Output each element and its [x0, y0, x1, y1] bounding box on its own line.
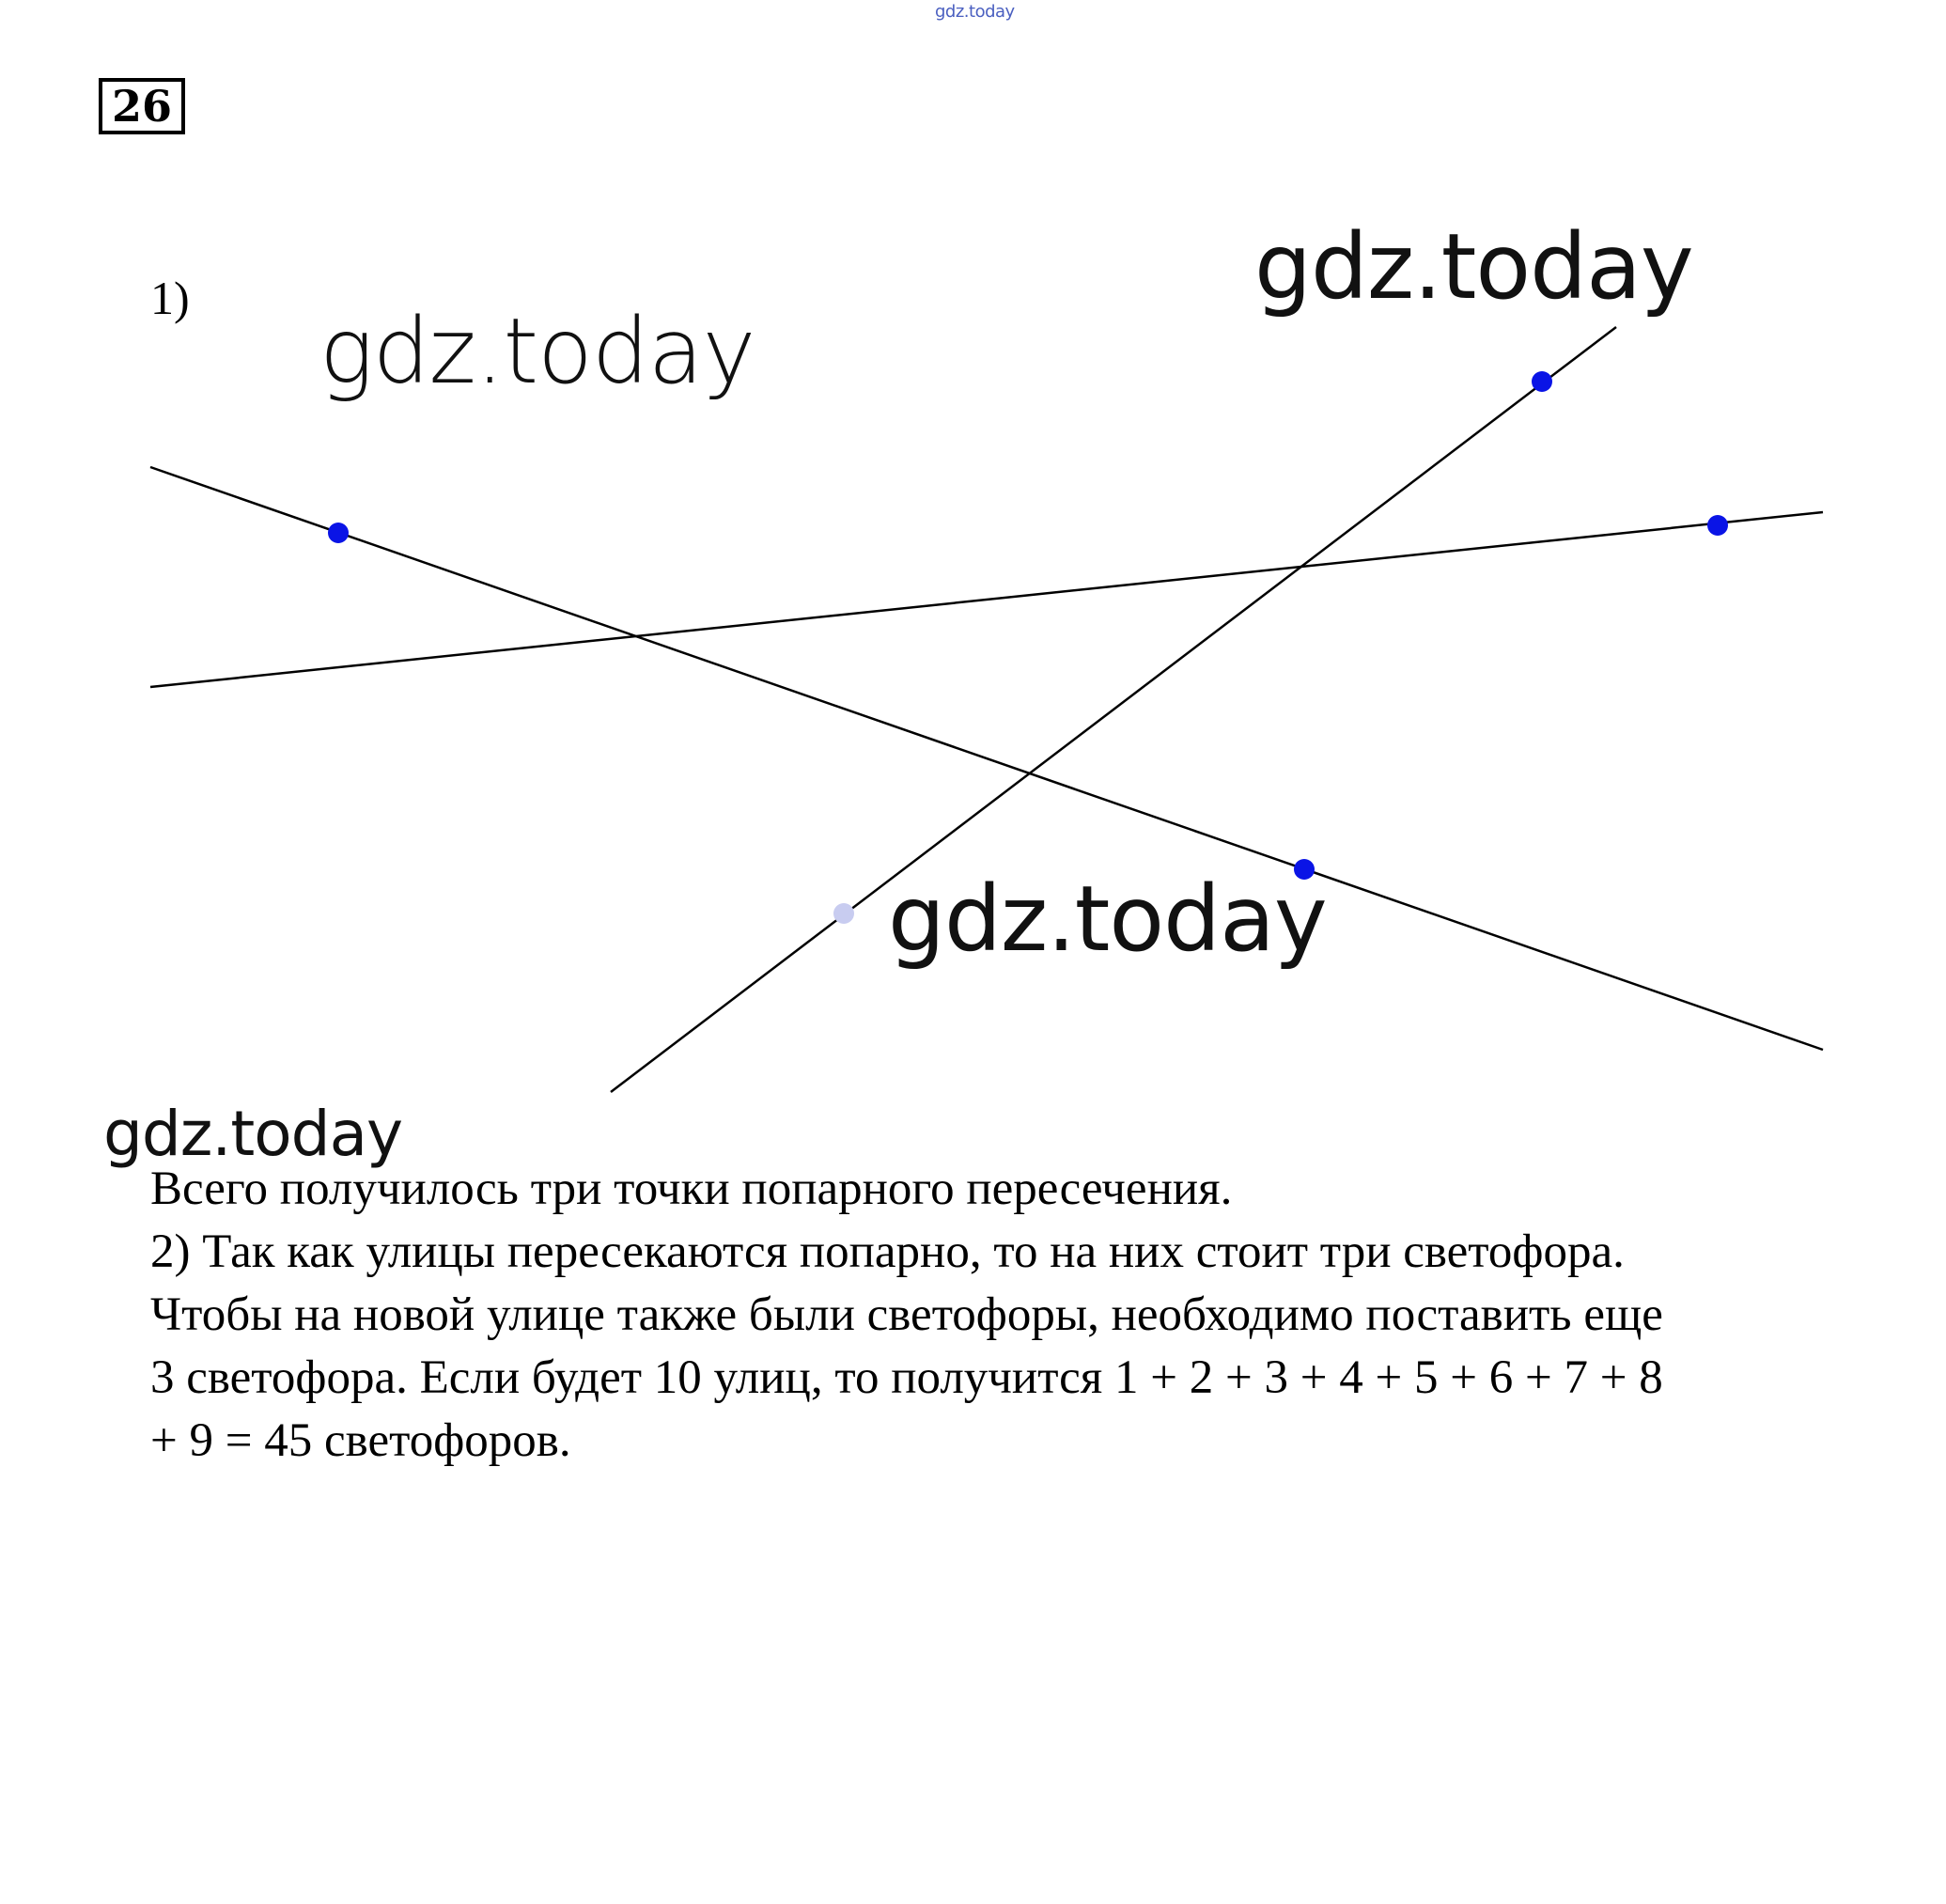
problem-number-box: 26: [99, 78, 185, 134]
point-on-line-2-right: [1707, 515, 1728, 536]
street-line-3: [611, 327, 1616, 1092]
point-on-line-1-left: [328, 523, 349, 543]
answer-line: 3 светофора. Если будет 10 улиц, то получится 1 + 2 + 3 + 4 + 5 + 6 + 7 + 8: [150, 1351, 1663, 1404]
point-on-line-3-faded: [833, 903, 854, 924]
answer-line: Всего получилось три точки попарного пересечения.: [150, 1163, 1233, 1215]
answer-line: + 9 = 45 светофоров.: [150, 1414, 571, 1467]
answer-line: 2) Так как улицы пересекаются попарно, то на них стоит три светофора.: [150, 1225, 1625, 1278]
site-watermark-top: gdz.today: [935, 2, 1015, 22]
answer-text: [150, 1158, 1917, 1473]
watermark-1: gdz.today: [319, 299, 755, 404]
watermark-4: gdz.today: [103, 1098, 403, 1170]
part-1-label: 1): [150, 272, 190, 324]
street-line-2: [150, 512, 1823, 687]
point-on-line-3-top: [1532, 371, 1552, 392]
watermark-2: gdz.today: [1254, 214, 1693, 320]
watermark-3: gdz.today: [888, 866, 1327, 972]
answer-line: Чтобы на новой улице также были светофоры, необходимо поставить еще: [150, 1288, 1663, 1341]
